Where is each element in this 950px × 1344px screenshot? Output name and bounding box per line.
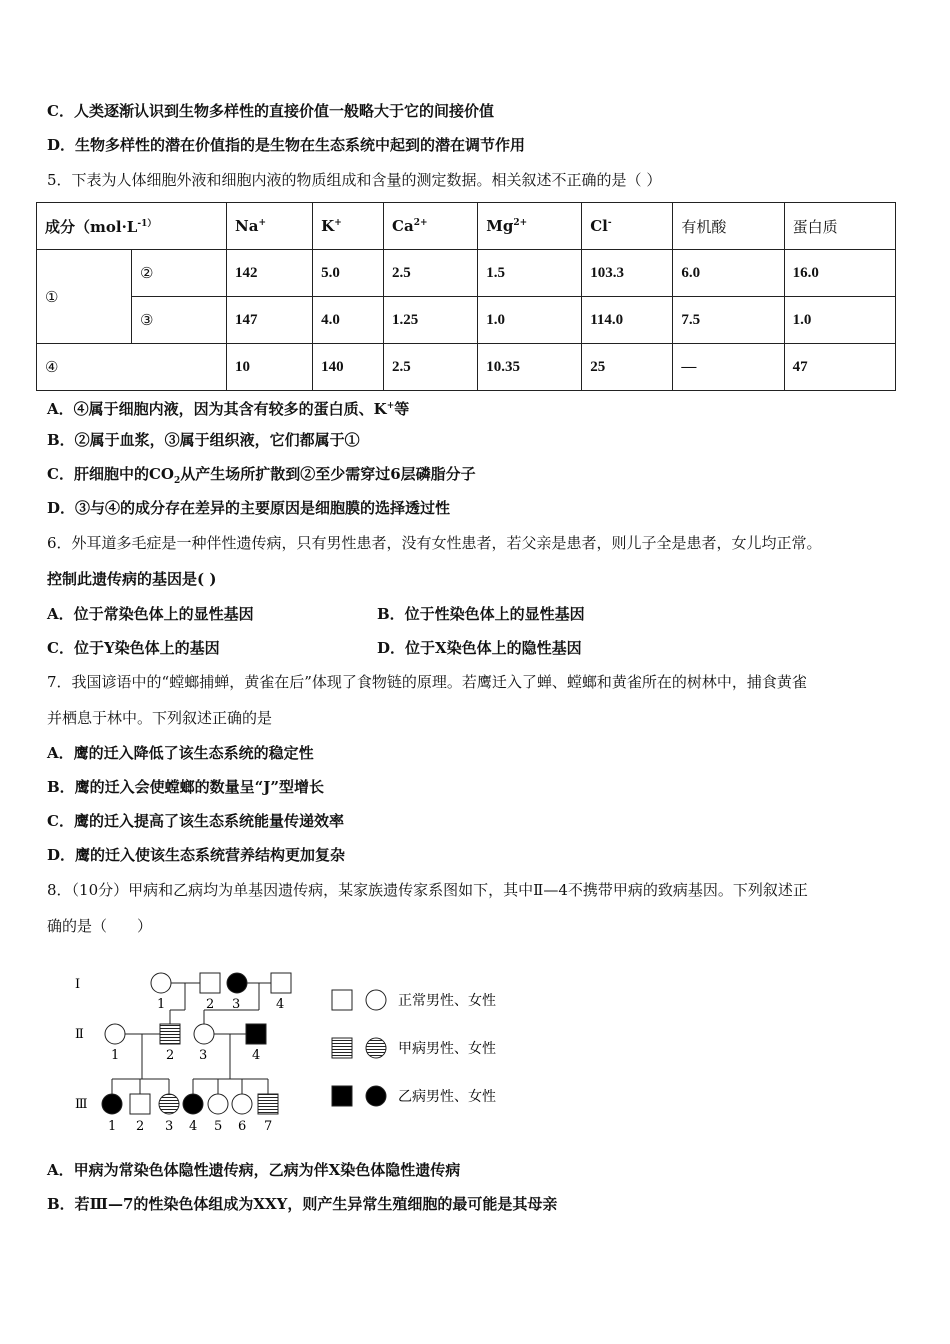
legend-disease-b-female-icon (366, 1086, 386, 1106)
table-header-cell: 有机酸 (673, 203, 784, 250)
q6-option-a: A．位于常染色体上的显性基因 (47, 605, 254, 623)
table-cell: 1.5 (478, 250, 582, 297)
q5-option-d: D．③与④的成分存在差异的主要原因是细胞膜的选择透过性 (47, 499, 451, 517)
row-label: ④ (37, 344, 227, 391)
table-cell: 2.5 (384, 250, 478, 297)
gen2-male-4 (246, 1024, 266, 1044)
legend-normal-male-icon (332, 990, 352, 1010)
table-cell: 2.5 (384, 344, 478, 391)
pedigree-number: 1 (157, 997, 166, 1012)
q7-option-b: B．鹰的迁入会使螳螂的数量呈“J”型增长 (47, 778, 325, 796)
q6-option-b: B．位于性染色体上的显性基因 (377, 605, 585, 623)
gen1-female-3 (227, 973, 247, 993)
gen3-male-2 (130, 1094, 150, 1114)
gen1-male-2 (200, 973, 220, 993)
q8-option-b: B．若Ⅲ—7的性染色体组成为XXY，则产生异常生殖细胞的最可能是其母亲 (47, 1195, 558, 1213)
group-label: ① (37, 250, 132, 344)
row-label: ③ (132, 297, 227, 344)
table-cell: 140 (313, 344, 384, 391)
table-cell: 142 (227, 250, 313, 297)
q7-option-c: C．鹰的迁入提高了该生态系统能量传递效率 (47, 812, 344, 830)
pedigree-number: 3 (199, 1048, 208, 1063)
gen3-male-7 (258, 1094, 278, 1114)
gen2-male-2 (160, 1024, 180, 1044)
q5-option-a: A．④属于细胞内液，因为其含有较多的蛋白质、K+等 (47, 400, 410, 418)
gen2-female-3 (194, 1024, 214, 1044)
table-cell: 7.5 (673, 297, 784, 344)
table-cell: 114.0 (582, 297, 673, 344)
table-header-cell: Cl- (582, 203, 673, 250)
q7-stem-2: 并栖息于林中。下列叙述正确的是 (47, 709, 273, 727)
q5-stem: 5．下表为人体细胞外液和细胞内液的物质组成和含量的测定数据。相关叙述不正确的是（ ） (47, 171, 662, 189)
table-header-cell: $Ca^{2+}$ (384, 203, 478, 250)
table-header-cell: 蛋白质 (784, 203, 895, 250)
pedigree-number: 3 (232, 997, 241, 1012)
gen2-female-1 (105, 1024, 125, 1044)
table-cell: 10 (227, 344, 313, 391)
q7-option-d: D．鹰的迁入使该生态系统营养结构更加复杂 (47, 846, 346, 864)
pedigree-diagram (60, 962, 530, 1137)
row-label: ② (132, 250, 227, 297)
q5-option-c: C．肝细胞中的$CO_2$从产生场所扩散到②至少需穿过6层磷脂分子 (47, 465, 476, 486)
pedigree-number: 2 (136, 1119, 145, 1134)
composition-table (36, 202, 896, 391)
gen3-female-6 (232, 1094, 252, 1114)
gen1-female-1 (151, 973, 171, 993)
pedigree-number: 5 (214, 1119, 223, 1134)
legend-disease-a-label: 甲病男性、女性 (398, 1041, 496, 1057)
table-header-row (37, 203, 896, 250)
table-cell: 1.25 (384, 297, 478, 344)
q5-option-b: B．②属于血浆，③属于组织液，它们都属于① (47, 431, 360, 449)
table-cell: 1.0 (784, 297, 895, 344)
table-cell: — (673, 344, 784, 391)
pedigree-number: 3 (165, 1119, 174, 1134)
gen3-female-4 (183, 1094, 203, 1114)
q6-option-d: D．位于X染色体上的隐性基因 (377, 639, 582, 657)
legend-disease-a-male-icon (332, 1038, 352, 1058)
pedigree-number: 7 (264, 1119, 273, 1134)
generation-label: Ⅰ (75, 977, 81, 992)
table-row (37, 297, 896, 344)
pedigree-number: 1 (111, 1048, 120, 1063)
q8-stem: 8．（10分）甲病和乙病均为单基因遗传病，某家族遗传家系图如下，其中Ⅱ—4不携带甲病的致病基因。下列叙述正 (47, 881, 808, 899)
pedigree-number: 4 (189, 1119, 198, 1134)
table-cell: 47 (784, 344, 895, 391)
table-cell: 103.3 (582, 250, 673, 297)
legend-disease-b-male-icon (332, 1086, 352, 1106)
q4-option-c: C．人类逐渐认识到生物多样性的直接价值一般略大于它的间接价值 (47, 102, 494, 120)
q6-stem: 6．外耳道多毛症是一种伴性遗传病，只有男性患者，没有女性患者，若父亲是患者，则儿子全是患者，女儿均正常。 (47, 534, 822, 552)
table-cell: 6.0 (673, 250, 784, 297)
table-cell: 1.0 (478, 297, 582, 344)
generation-label: Ⅱ (75, 1027, 84, 1042)
pedigree-number: 6 (238, 1119, 247, 1134)
pedigree-number: 4 (252, 1048, 261, 1063)
q8-option-a: A．甲病为常染色体隐性遗传病，乙病为伴X染色体隐性遗传病 (47, 1161, 461, 1179)
generation-label: Ⅲ (75, 1097, 88, 1112)
legend-disease-a-female-icon (366, 1038, 386, 1058)
pedigree-number: 4 (276, 997, 285, 1012)
gen3-female-5 (208, 1094, 228, 1114)
table-header-cell: Na+ (227, 203, 313, 250)
pedigree-number: 1 (108, 1119, 117, 1134)
legend-disease-b-label: 乙病男性、女性 (398, 1089, 496, 1105)
q6-stem-2: 控制此遗传病的基因是( ) (47, 570, 217, 588)
table-header-cell: K+ (313, 203, 384, 250)
pedigree-number: 2 (206, 997, 215, 1012)
table-header-cell: 成分（$mol\cdot L^{-1)}$ (37, 203, 227, 250)
q4-option-d: D．生物多样性的潜在价值指的是生物在生态系统中起到的潜在调节作用 (47, 136, 526, 154)
gen3-female-3 (159, 1094, 179, 1114)
table-row (37, 344, 896, 391)
gen3-female-1 (102, 1094, 122, 1114)
table-header-cell: $Mg^{2+}$ (478, 203, 582, 250)
legend-normal-female-icon (366, 990, 386, 1010)
q7-option-a: A．鹰的迁入降低了该生态系统的稳定性 (47, 744, 314, 762)
table-cell: 147 (227, 297, 313, 344)
q8-stem-2: 确的是（ ） (47, 917, 153, 935)
table-cell: 5.0 (313, 250, 384, 297)
table-cell: 4.0 (313, 297, 384, 344)
pedigree-number: 2 (166, 1048, 175, 1063)
gen1-male-4 (271, 973, 291, 993)
q7-stem: 7．我国谚语中的“螳螂捕蝉，黄雀在后”体现了食物链的原理。若鹰迁入了蝉、螳螂和黄雀所在的树林中，捕食黄雀 (47, 673, 807, 691)
table-row (37, 250, 896, 297)
table-cell: 25 (582, 344, 673, 391)
table-cell: 16.0 (784, 250, 895, 297)
legend-normal-label: 正常男性、女性 (398, 993, 496, 1009)
q6-option-c: C．位于Y染色体上的基因 (47, 639, 220, 657)
table-cell: 10.35 (478, 344, 582, 391)
